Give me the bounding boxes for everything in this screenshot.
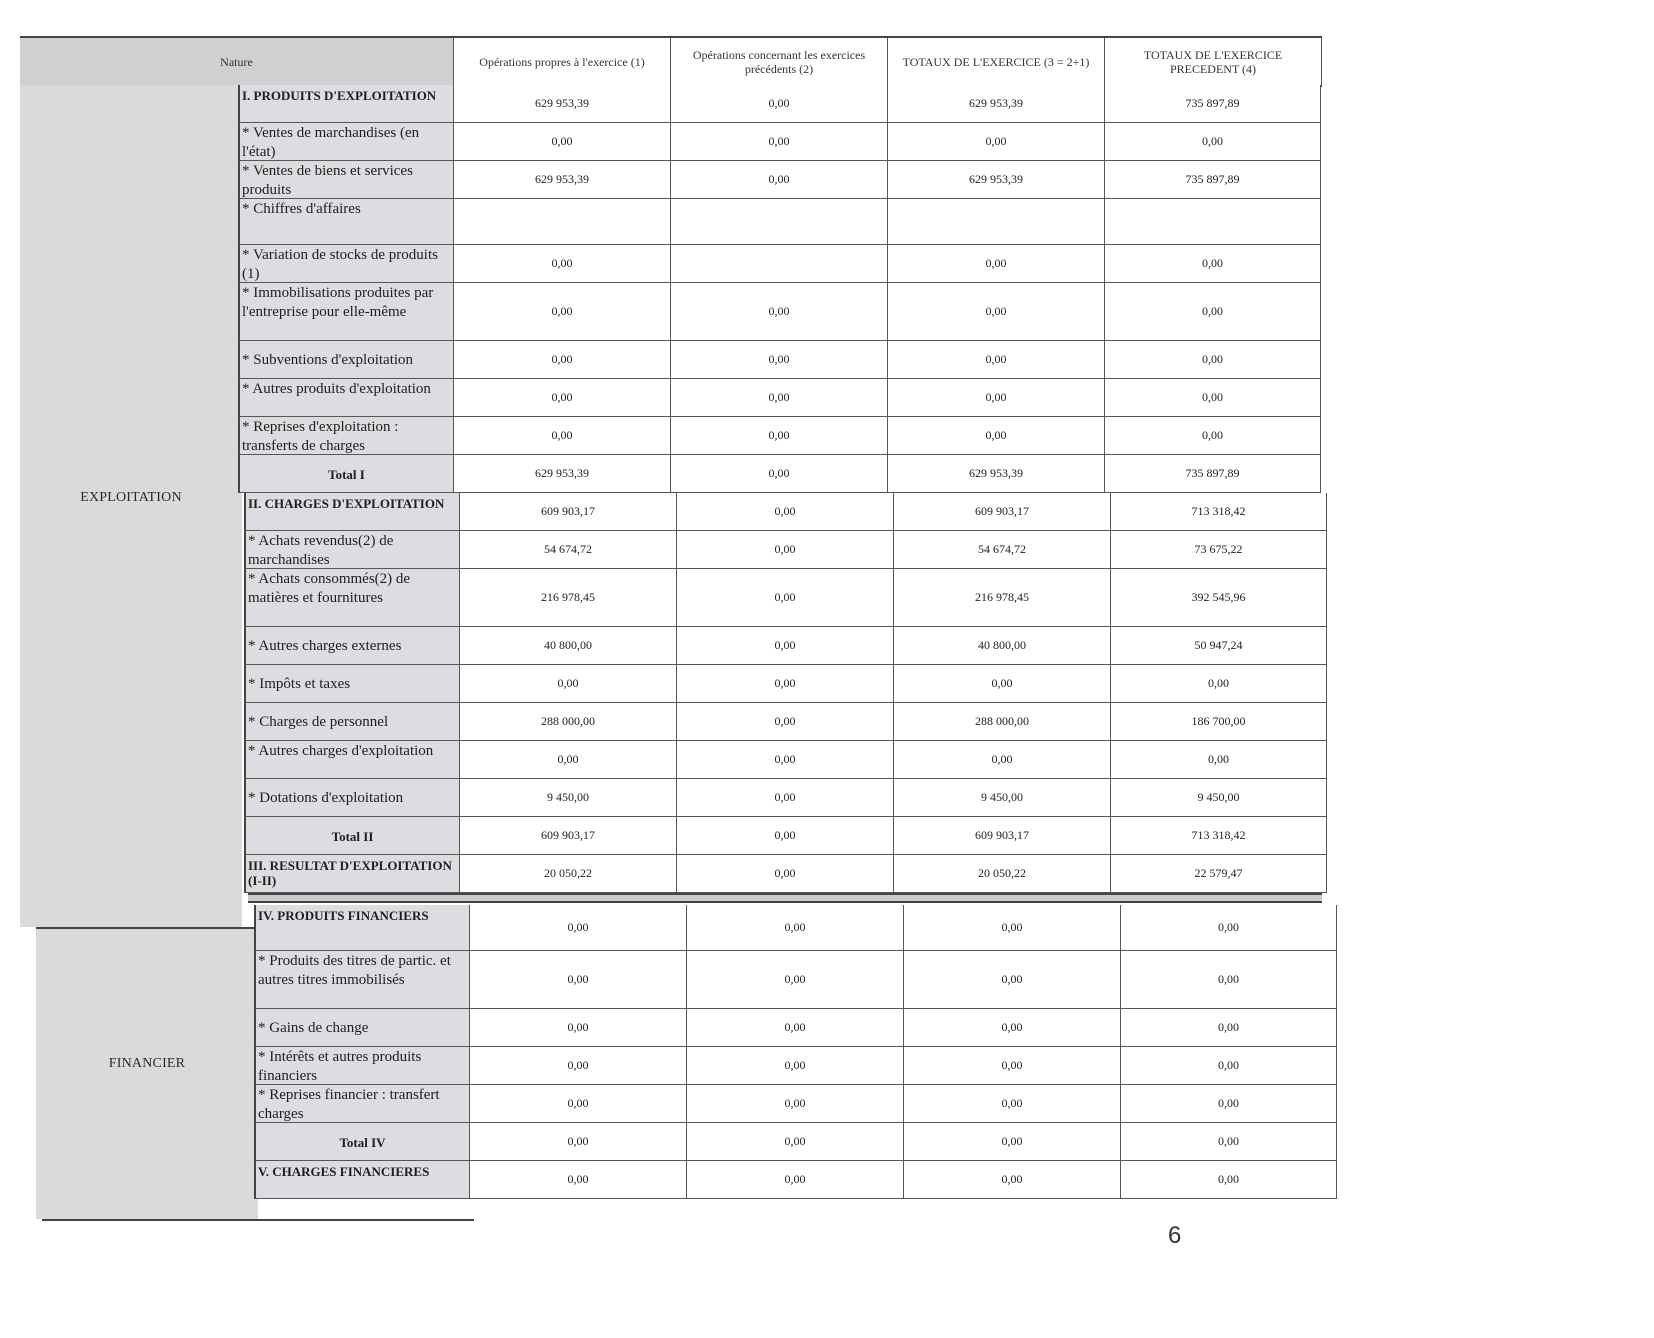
- cell-col3: 0,00: [903, 1009, 1120, 1047]
- row-item-label: * Produits des titres de partic. et autres titres immobilisés: [254, 951, 469, 1009]
- cell-col4: 0,00: [1104, 283, 1321, 341]
- table-row: [0, 85, 1654, 123]
- row-item-label: * Achats consommés(2) de matières et fournitures: [244, 569, 459, 627]
- table-row: [0, 161, 1654, 199]
- cell-col4: [1104, 199, 1321, 245]
- cell-col2: 0,00: [686, 1161, 903, 1199]
- cell-col2: 0,00: [676, 665, 893, 703]
- cell-col4: 0,00: [1104, 123, 1321, 161]
- cell-col3: 0,00: [903, 1123, 1120, 1161]
- table-row: [0, 531, 1654, 569]
- row-item-label: * Chiffres d'affaires: [238, 199, 453, 245]
- cell-col1: 0,00: [469, 951, 686, 1009]
- cell-col2: 0,00: [686, 1085, 903, 1123]
- cell-col3: 216 978,45: [893, 569, 1110, 627]
- cell-col1: 0,00: [459, 665, 676, 703]
- cell-col1: 0,00: [453, 283, 670, 341]
- cell-col2: 0,00: [670, 417, 887, 455]
- row-item-label: * Autres charges d'exploitation: [244, 741, 459, 779]
- table-row: [0, 341, 1654, 379]
- cell-col2: 0,00: [676, 855, 893, 893]
- row-item-label: * Gains de change: [254, 1009, 469, 1047]
- header-col1: [453, 38, 670, 85]
- cell-col3: 0,00: [887, 379, 1104, 417]
- table-row: [0, 779, 1654, 817]
- row-item-label: * Reprises d'exploitation : transferts de charges: [238, 417, 453, 455]
- cell-col4: 50 947,24: [1110, 627, 1327, 665]
- cell-col2: [670, 199, 887, 245]
- cell-col4: 73 675,22: [1110, 531, 1327, 569]
- cell-col4: 0,00: [1104, 245, 1321, 283]
- cell-col4: 0,00: [1120, 1085, 1337, 1123]
- cell-col4: 713 318,42: [1110, 493, 1327, 531]
- cell-col4: 186 700,00: [1110, 703, 1327, 741]
- table-row: [0, 245, 1654, 283]
- header-col2: [670, 38, 887, 85]
- cell-col1: 629 953,39: [453, 455, 670, 493]
- cell-col1: 609 903,17: [459, 493, 676, 531]
- cell-col4: 0,00: [1104, 417, 1321, 455]
- row-heading-label: IV. PRODUITS FINANCIERS: [254, 905, 469, 951]
- row-total-label: Total IV: [254, 1123, 469, 1161]
- table-row: [0, 283, 1654, 341]
- row-item-label: * Achats revendus(2) de marchandises: [244, 531, 459, 569]
- row-item-label: * Ventes de marchandises (en l'état): [238, 123, 453, 161]
- table-row: [0, 199, 1654, 245]
- row-item-label: * Charges de personnel: [244, 703, 459, 741]
- cell-col2: 0,00: [670, 123, 887, 161]
- cell-col4: 735 897,89: [1104, 161, 1321, 199]
- cell-col3: 0,00: [887, 245, 1104, 283]
- cell-col1: 0,00: [453, 123, 670, 161]
- header-col3: [887, 38, 1104, 85]
- cell-col3: 0,00: [903, 951, 1120, 1009]
- table-row: [0, 123, 1654, 161]
- cell-col1: 629 953,39: [453, 161, 670, 199]
- cell-col2: 0,00: [676, 531, 893, 569]
- cell-col3: 0,00: [903, 1161, 1120, 1199]
- row-item-label: * Dotations d'exploitation: [244, 779, 459, 817]
- table-row: [0, 951, 1654, 1009]
- cell-col2: 0,00: [686, 951, 903, 1009]
- cell-col1: 0,00: [469, 1123, 686, 1161]
- page-number: 6: [1168, 1222, 1182, 1249]
- cell-col3: 20 050,22: [893, 855, 1110, 893]
- cell-col1: 9 450,00: [459, 779, 676, 817]
- table-row: [0, 1123, 1654, 1161]
- cell-col3: 0,00: [887, 123, 1104, 161]
- cell-col3: 629 953,39: [887, 455, 1104, 493]
- cell-col1: 288 000,00: [459, 703, 676, 741]
- cell-col1: 0,00: [453, 417, 670, 455]
- cell-col1: 0,00: [469, 1009, 686, 1047]
- cell-col3: 609 903,17: [893, 817, 1110, 855]
- section-separator: [248, 893, 1322, 903]
- header-col4: [1104, 38, 1322, 85]
- cell-col3: 0,00: [903, 1085, 1120, 1123]
- table-row: [0, 1009, 1654, 1047]
- cell-col2: [670, 245, 887, 283]
- cell-col4: 0,00: [1120, 905, 1337, 951]
- table-row: [0, 817, 1654, 855]
- row-item-label: * Immobilisations produites par l'entreprise pour elle-même: [238, 283, 453, 341]
- cell-col4: 392 545,96: [1110, 569, 1327, 627]
- cell-col4: 0,00: [1110, 741, 1327, 779]
- cell-col4: 0,00: [1104, 341, 1321, 379]
- row-heading-label: V. CHARGES FINANCIERES: [254, 1161, 469, 1199]
- table-row: [0, 569, 1654, 627]
- cell-col3: 0,00: [887, 283, 1104, 341]
- cell-col1: 20 050,22: [459, 855, 676, 893]
- cell-col4: 0,00: [1120, 1161, 1337, 1199]
- table-row: [0, 855, 1654, 893]
- table-row: [0, 493, 1654, 531]
- table-row: [0, 905, 1654, 951]
- table-row: [0, 455, 1654, 493]
- cell-col4: 0,00: [1104, 379, 1321, 417]
- cell-col4: 0,00: [1120, 1123, 1337, 1161]
- cell-col3: 9 450,00: [893, 779, 1110, 817]
- cell-col3: 0,00: [887, 341, 1104, 379]
- cell-col2: 0,00: [670, 455, 887, 493]
- cell-col1: 0,00: [459, 741, 676, 779]
- header-col1-label: Opérations propres à l'exercice (1): [479, 54, 645, 69]
- table-row: [0, 1161, 1654, 1199]
- cell-col2: 0,00: [686, 1123, 903, 1161]
- cell-col2: 0,00: [676, 779, 893, 817]
- table-bottom-rule: [42, 1219, 474, 1221]
- cell-col4: 0,00: [1120, 1009, 1337, 1047]
- cell-col2: 0,00: [686, 905, 903, 951]
- cell-col2: 0,00: [676, 627, 893, 665]
- cell-col2: 0,00: [676, 569, 893, 627]
- table-header: [20, 36, 1322, 87]
- row-item-label: * Subventions d'exploitation: [238, 341, 453, 379]
- cell-col3: [887, 199, 1104, 245]
- cell-col4: 735 897,89: [1104, 85, 1321, 123]
- cell-col3: 609 903,17: [893, 493, 1110, 531]
- cell-col2: 0,00: [676, 703, 893, 741]
- cell-col2: 0,00: [676, 493, 893, 531]
- cell-col3: 629 953,39: [887, 161, 1104, 199]
- cell-col2: 0,00: [676, 741, 893, 779]
- cell-col1: 0,00: [469, 1085, 686, 1123]
- cell-col3: 0,00: [903, 905, 1120, 951]
- cell-col2: 0,00: [670, 85, 887, 123]
- cell-col3: 0,00: [887, 417, 1104, 455]
- cell-col1: 0,00: [453, 245, 670, 283]
- header-col3-label: TOTAUX DE L'EXERCICE (3 = 2+1): [902, 54, 1090, 69]
- table-row: [0, 665, 1654, 703]
- row-item-label: * Autres charges externes: [244, 627, 459, 665]
- row-heading-label: I. PRODUITS D'EXPLOITATION: [238, 85, 453, 123]
- cell-col1: 0,00: [453, 341, 670, 379]
- section-financier: FINANCIER: [108, 1056, 186, 1071]
- cell-col1: 216 978,45: [459, 569, 676, 627]
- section-exploitation: EXPLOITATION: [80, 490, 182, 505]
- header-nature-label: Nature: [220, 54, 253, 69]
- cell-col1: 0,00: [469, 1047, 686, 1085]
- cell-col1: 40 800,00: [459, 627, 676, 665]
- cell-col2: 0,00: [670, 161, 887, 199]
- row-total-label: Total II: [244, 817, 459, 855]
- cell-col1: 54 674,72: [459, 531, 676, 569]
- cell-col2: 0,00: [676, 817, 893, 855]
- cell-col1: 629 953,39: [453, 85, 670, 123]
- cell-col3: 40 800,00: [893, 627, 1110, 665]
- row-item-label: * Intérêts et autres produits financiers: [254, 1047, 469, 1085]
- cell-col1: 0,00: [453, 379, 670, 417]
- row-total-label: Total I: [238, 455, 453, 493]
- cell-col4: 0,00: [1120, 1047, 1337, 1085]
- cell-col1: 609 903,17: [459, 817, 676, 855]
- cell-col4: 22 579,47: [1110, 855, 1327, 893]
- cell-col3: 0,00: [893, 741, 1110, 779]
- table-row: [0, 627, 1654, 665]
- cell-col2: 0,00: [686, 1009, 903, 1047]
- table-row: [0, 1085, 1654, 1123]
- table-row: [0, 1047, 1654, 1085]
- table-row: [0, 379, 1654, 417]
- row-heading-label: III. RESULTAT D'EXPLOITATION (I-II): [244, 855, 459, 893]
- table-row: [0, 417, 1654, 455]
- cell-col4: 9 450,00: [1110, 779, 1327, 817]
- row-item-label: * Reprises financier : transfert charges: [254, 1085, 469, 1123]
- header-nature: [20, 38, 453, 85]
- cell-col2: 0,00: [670, 283, 887, 341]
- cell-col2: 0,00: [670, 379, 887, 417]
- cell-col1: [453, 199, 670, 245]
- cell-col3: 0,00: [903, 1047, 1120, 1085]
- cell-col3: 0,00: [893, 665, 1110, 703]
- table-row: [0, 741, 1654, 779]
- cell-col4: 0,00: [1110, 665, 1327, 703]
- cell-col2: 0,00: [686, 1047, 903, 1085]
- header-col2-label: Opérations concernant les exercices précédents (2): [692, 47, 866, 76]
- cell-col3: 288 000,00: [893, 703, 1110, 741]
- cell-col1: 0,00: [469, 1161, 686, 1199]
- cell-col2: 0,00: [670, 341, 887, 379]
- cell-col3: 629 953,39: [887, 85, 1104, 123]
- cell-col4: 713 318,42: [1110, 817, 1327, 855]
- row-item-label: * Autres produits d'exploitation: [238, 379, 453, 417]
- table-row: [0, 703, 1654, 741]
- row-item-label: * Impôts et taxes: [244, 665, 459, 703]
- cell-col3: 54 674,72: [893, 531, 1110, 569]
- row-item-label: * Variation de stocks de produits (1): [238, 245, 453, 283]
- cell-col4: 735 897,89: [1104, 455, 1321, 493]
- header-col4-label: TOTAUX DE L'EXERCICE PRECEDENT (4): [1143, 47, 1283, 76]
- row-heading-label: II. CHARGES D'EXPLOITATION: [244, 493, 459, 531]
- cell-col1: 0,00: [469, 905, 686, 951]
- cell-col4: 0,00: [1120, 951, 1337, 1009]
- row-item-label: * Ventes de biens et services produits: [238, 161, 453, 199]
